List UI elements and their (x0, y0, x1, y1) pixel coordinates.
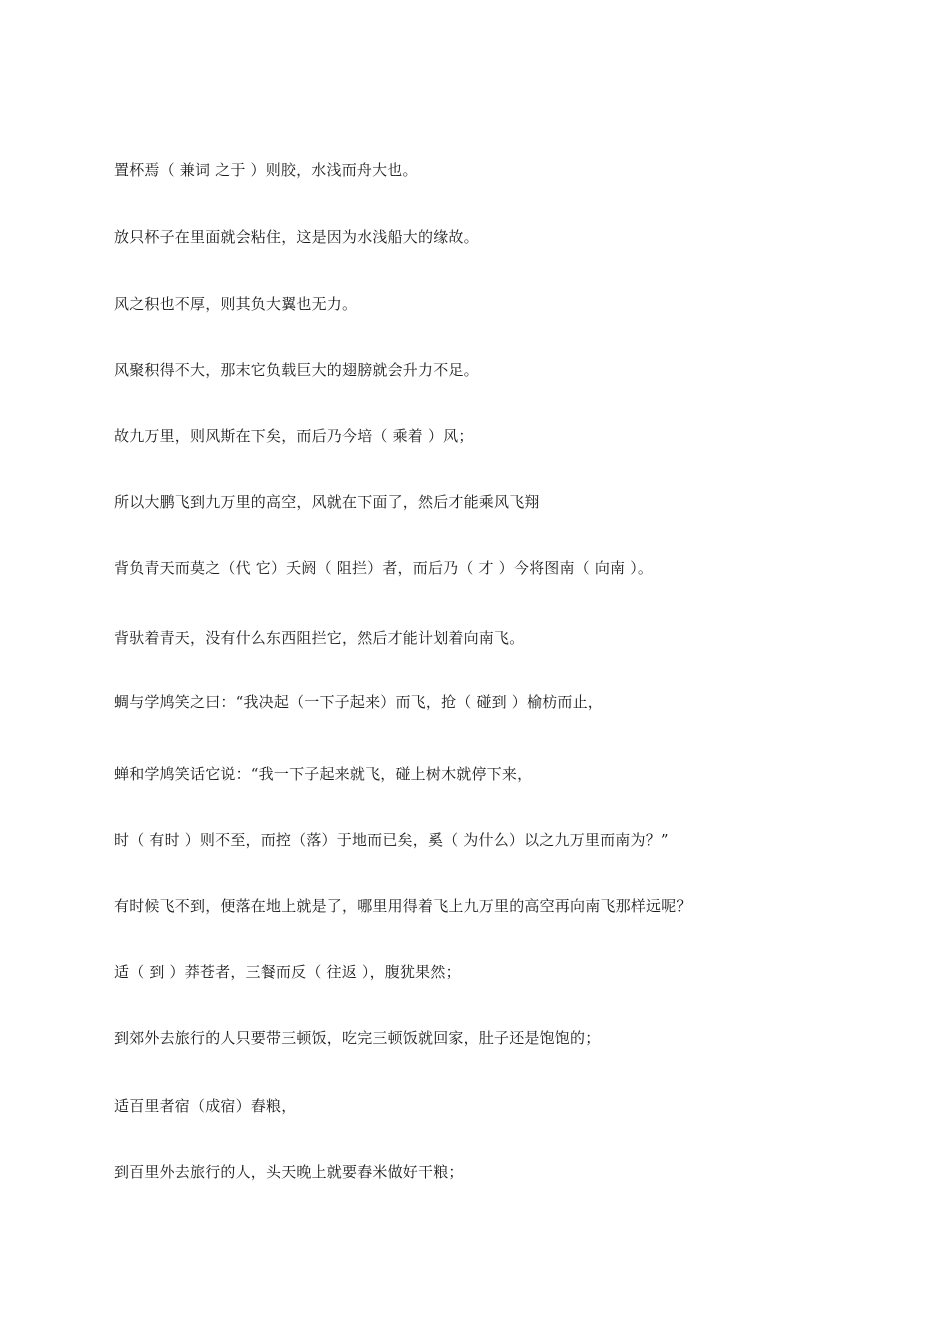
text-line-15: 适百里者宿（成宿）舂粮， (114, 1097, 297, 1115)
text-line-3: 风之积也不厚，则其负大翼也无力。 (114, 295, 358, 313)
text-line-11: 时（ 有时 ）则不至，而控（落）于地而已矣，奚（ 为什么）以之九万里而南为？” (114, 831, 669, 849)
text-line-10: 蝉和学鸠笑话它说：“我一下子起来就飞，碰上树木就停下来， (114, 765, 533, 783)
text-line-12: 有时候飞不到，便落在地上就是了，哪里用得着飞上九万里的高空再向南飞那样远呢？ (114, 897, 692, 915)
text-line-4: 风聚积得不大，那末它负载巨大的翅膀就会升力不足。 (114, 361, 479, 379)
text-line-9: 蜩与学鸠笑之曰：“我决起（一下子起来）而飞，抢（ 碰到 ）榆枋而止， (114, 693, 604, 711)
text-line-14: 到郊外去旅行的人只要带三顿饭，吃完三顿饭就回家，肚子还是饱饱的； (114, 1029, 601, 1047)
text-line-1: 置杯焉（ 兼词 之于 ）则胶，水浅而舟大也。 (114, 161, 418, 179)
text-line-5: 故九万里，则风斯在下矣，而后乃今培（ 乘着 ）风； (114, 427, 474, 445)
text-line-8: 背驮着青天，没有什么东西阻拦它，然后才能计划着向南飞。 (114, 629, 525, 647)
text-line-7: 背负青天而莫之（代 它）夭阏（ 阻拦）者，而后乃（ 才 ）今将图南（ 向南 ）。 (114, 559, 654, 577)
text-line-6: 所以大鹏飞到九万里的高空，风就在下面了，然后才能乘风飞翔 (114, 493, 540, 511)
text-line-13: 适（ 到 ）莽苍者，三餐而反（ 往返 ），腹犹果然； (114, 963, 461, 981)
text-line-2: 放只杯子在里面就会粘住，这是因为水浅船大的缘故。 (114, 228, 479, 246)
text-line-16: 到百里外去旅行的人，头天晚上就要舂米做好干粮； (114, 1163, 464, 1181)
